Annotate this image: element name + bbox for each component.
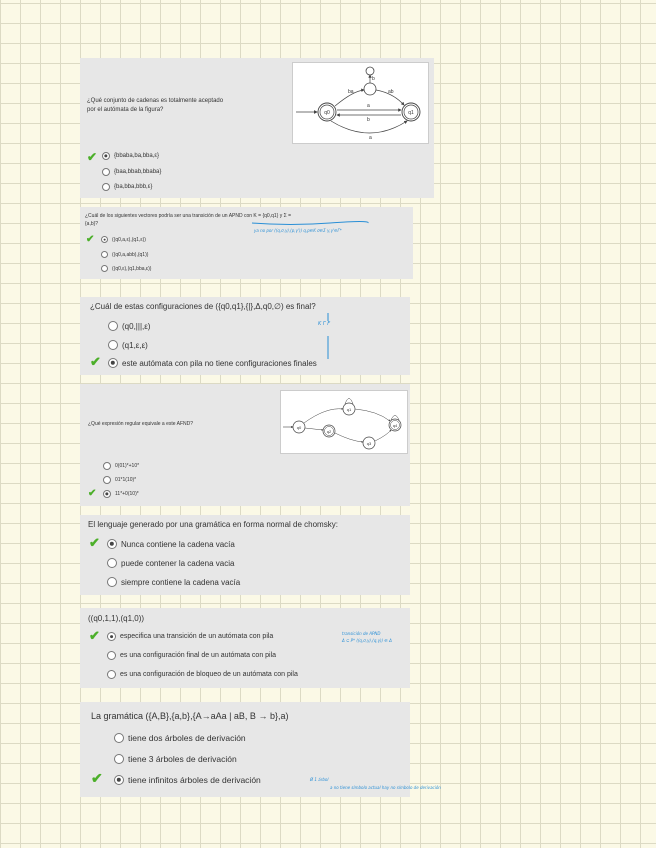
radio-icon[interactable] [102, 152, 110, 160]
check-icon: ✔ [90, 354, 101, 369]
handwritten-note [310, 776, 441, 792]
radio-icon[interactable] [102, 183, 110, 191]
svg-text:a: a [369, 135, 372, 141]
option-label: tiene dos árboles de derivación [128, 733, 246, 743]
annotation-mark [322, 312, 334, 360]
option-1[interactable] [108, 321, 150, 331]
radio-icon[interactable] [107, 539, 117, 549]
check-icon: ✔ [89, 628, 100, 643]
option-2[interactable] [102, 168, 161, 176]
radio-icon[interactable] [108, 340, 118, 350]
option-label: ((q0,ε),(q1,bba,ε)) [112, 265, 152, 272]
option-label: 11*+0(10)* [115, 491, 139, 497]
question-line-2: {a,b}? [85, 221, 99, 227]
svg-text:q4: q4 [392, 423, 398, 428]
check-icon: ✔ [89, 535, 100, 550]
radio-icon[interactable] [114, 754, 124, 764]
note-line-1: Ø 1 árbol [310, 777, 329, 782]
option-1[interactable] [103, 462, 139, 470]
radio-icon[interactable] [102, 168, 110, 176]
underline-mark [250, 220, 370, 226]
option-3[interactable] [114, 775, 261, 785]
automaton-diagram [281, 391, 407, 453]
handwritten-note [342, 630, 392, 644]
radio-icon[interactable] [101, 265, 108, 272]
option-3[interactable] [103, 490, 139, 498]
option-3[interactable] [101, 265, 151, 272]
option-label: 0(01)*+10* [115, 463, 140, 469]
note-line-2: Δ ⊆ P* ((q,σ,γ),(q,γ)) ∈ Δ [342, 638, 392, 643]
radio-icon[interactable] [103, 462, 111, 470]
radio-icon[interactable] [107, 632, 116, 641]
svg-text:b: b [372, 76, 375, 82]
option-1[interactable] [107, 539, 235, 549]
question-text: ¿Cuál de estas configuraciones de ({q0,q1},{|},Δ,q0,∅) es final? [90, 302, 316, 311]
option-3[interactable] [108, 358, 317, 368]
radio-icon[interactable] [107, 670, 116, 679]
option-label: ((q0,a,abb),(q1)) [112, 251, 149, 258]
radio-icon[interactable] [108, 321, 118, 331]
svg-text:ba: ba [348, 89, 354, 95]
note-line-2: a no tiene símbolo actual hay no símbolo de derivación [330, 785, 441, 790]
svg-text:q0: q0 [296, 425, 302, 430]
option-1[interactable] [101, 236, 146, 243]
option-label: puede contener la cadena vacia [121, 558, 235, 568]
option-label: es una configuración de bloqueo de un autómata con pila [120, 671, 298, 678]
check-icon: ✔ [88, 488, 97, 499]
option-label: este autómata con pila no tiene configuraciones finales [122, 358, 317, 368]
handwritten-note: K Γ F [318, 321, 331, 327]
option-1[interactable] [107, 632, 273, 641]
note-line-1: transición de APND [342, 631, 381, 636]
option-label: {ba,bba,bbb,ε} [114, 184, 153, 190]
question-line-2: por el autómata de la figura? [87, 107, 164, 113]
automaton-figure [280, 390, 408, 454]
handwritten-note: ya no por ((q,σ,γ),(p,γ')) q,p∈K σ∈Σ γ,γ'∈Γ* [254, 228, 342, 233]
svg-text:a: a [367, 103, 370, 109]
state-q0-label: q0 [324, 110, 330, 116]
option-2[interactable] [101, 251, 148, 258]
option-label: ((q0,a,ε),(q1,ε)) [112, 236, 146, 243]
question-text: La gramática ({A,B},{a,b},{A→aAa | aB, B → b},a) [91, 711, 289, 721]
radio-icon[interactable] [101, 251, 108, 258]
question-text [87, 97, 223, 115]
question-text: ((q0,1,1),(q1,0)) [88, 614, 145, 623]
check-icon: ✔ [86, 234, 95, 245]
option-3[interactable] [107, 670, 298, 679]
check-icon: ✔ [87, 150, 98, 164]
option-2[interactable] [107, 651, 276, 660]
option-1[interactable] [102, 152, 159, 160]
option-label: (q0,|||,ε) [122, 321, 151, 331]
radio-icon[interactable] [108, 358, 118, 368]
svg-text:ab: ab [388, 89, 394, 95]
option-label: {bbaba,ba,bba,ε} [114, 153, 160, 159]
option-label: siempre contiene la cadena vacía [121, 577, 241, 587]
option-label: {baa,bbab,bbaba} [114, 169, 162, 175]
option-label: especifica una transición de un autómata con pila [120, 633, 274, 640]
svg-text:b: b [367, 117, 370, 123]
radio-icon[interactable] [107, 577, 117, 587]
option-label: tiene infinitos árboles de derivación [128, 775, 261, 785]
option-2[interactable] [108, 340, 148, 350]
radio-icon[interactable] [114, 733, 124, 743]
question-line-1: ¿Qué conjunto de cadenas es totalmente aceptado [87, 98, 224, 104]
option-label: Nunca contiene la cadena vacía [121, 539, 235, 549]
option-label: (q1,ε,ε) [122, 340, 148, 350]
svg-text:q3: q3 [366, 441, 372, 446]
radio-icon[interactable] [103, 490, 111, 498]
radio-icon[interactable] [103, 476, 111, 484]
radio-icon[interactable] [107, 558, 117, 568]
option-label: es una configuración final de un autómata con pila [120, 652, 277, 659]
option-label: 01*1(10)* [115, 477, 137, 483]
option-2[interactable] [114, 754, 237, 764]
question-line-1: ¿Cuál de los siguientes vectores podría ser una transición de un APND con K = {q0,q1} y Σ = [85, 213, 291, 219]
option-3[interactable] [102, 183, 152, 191]
radio-icon[interactable] [107, 651, 116, 660]
radio-icon[interactable] [101, 236, 108, 243]
state-q1-label: q1 [408, 110, 414, 116]
radio-icon[interactable] [114, 775, 124, 785]
option-2[interactable] [107, 558, 234, 568]
option-label: tiene 3 árboles de derivación [128, 754, 237, 764]
check-icon: ✔ [91, 770, 103, 786]
svg-text:q2: q2 [326, 429, 332, 434]
option-2[interactable] [103, 476, 136, 484]
option-3[interactable] [107, 577, 240, 587]
automaton-figure [292, 62, 429, 144]
option-1[interactable] [114, 733, 246, 743]
automaton-diagram [293, 63, 428, 143]
svg-text:q1: q1 [346, 407, 352, 412]
question-text: ¿Qué expresión regular equivale a este AFND? [88, 421, 194, 427]
question-text: El lenguaje generado por una gramática en forma normal de chomsky: [88, 520, 338, 529]
